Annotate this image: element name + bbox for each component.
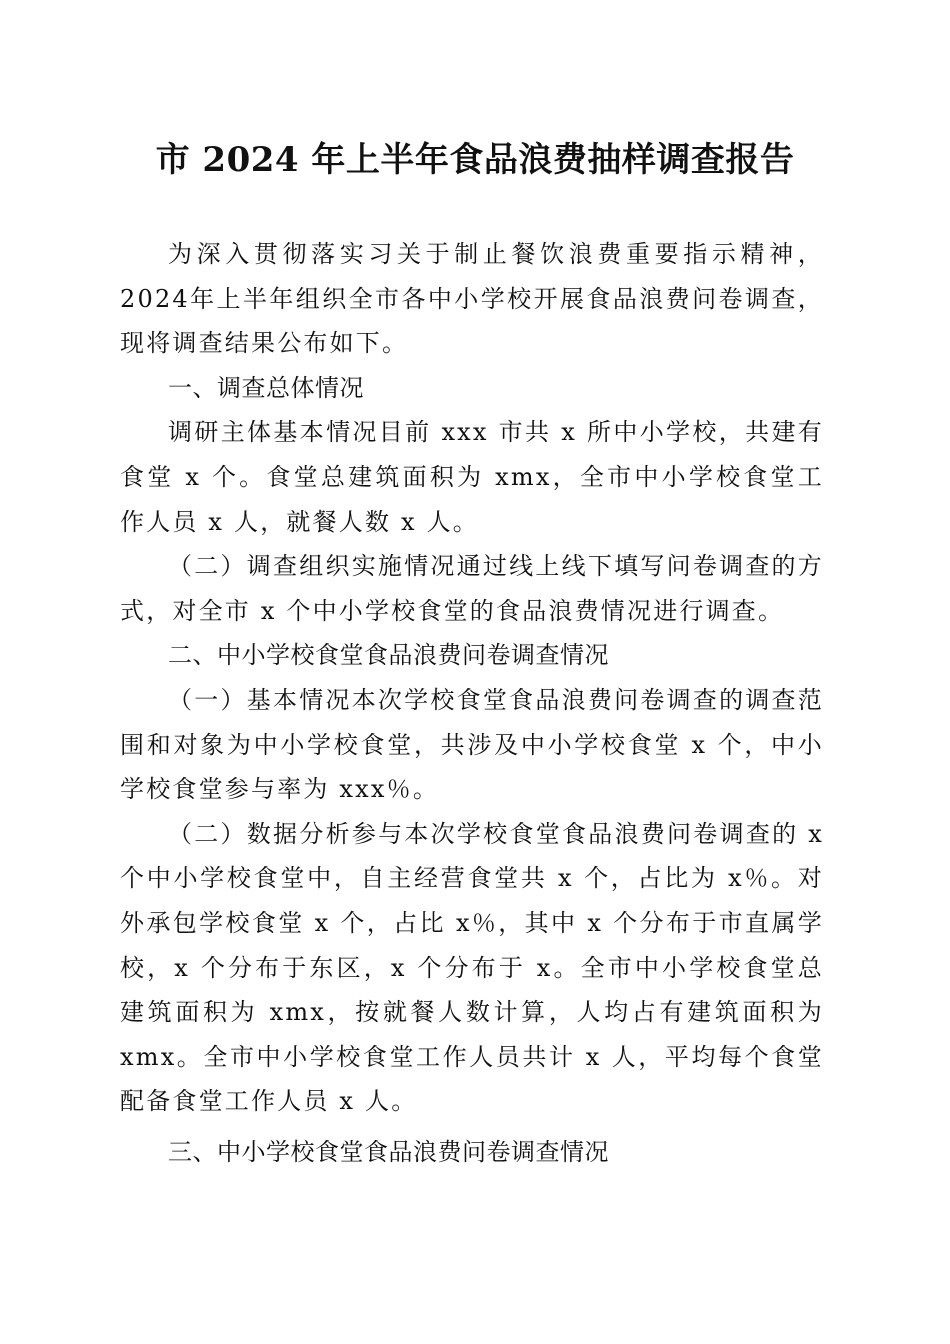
- document-body: [120, 232, 824, 1174]
- body-paragraph-survey-implementation: （二）调查组织实施情况通过线上线下填写问卷调查的方式，对全市 x 个中小学校食堂的食品浪费情况进行调查。: [120, 552, 824, 625]
- body-paragraph-basic-info: 调研主体基本情况目前 xxx 市共 x 所中小学校，共建有食堂 x 个。食堂总建筑面积为 xmx，全市中小学校食堂工作人员 x 人，就餐人数 x 人。: [120, 418, 824, 536]
- section-heading-canteen-survey-3: 三、中小学校食堂食品浪费问卷调查情况: [168, 1137, 609, 1166]
- body-paragraph-data-analysis: （二）数据分析参与本次学校食堂食品浪费问卷调查的 x 个中小学校食堂中，自主经营食堂共 x 个，占比为 x％。对外承包学校食堂 x 个，占比 x％，其中 x 个分布于市直属学校，x 个分布于东区，x 个分布于 x。全市中小学校食堂总建筑面积为 xmx，按就餐人数计算，人均占有建筑面积为 xmx。全市中小学校食堂工作人员共计 x 人，平均每个食堂配备食堂工作人员 x 人。: [120, 819, 824, 1116]
- section-heading-survey-overview: 一、调查总体情况: [168, 373, 364, 402]
- body-paragraph-survey-scope: （一）基本情况本次学校食堂食品浪费问卷调查的调查范围和对象为中小学校食堂，共涉及中小学校食堂 x 个，中小学校食堂参与率为 xxx％。: [120, 685, 824, 804]
- section-heading-canteen-survey: 二、中小学校食堂食品浪费问卷调查情况: [168, 641, 609, 670]
- intro-paragraph: 为深入贯彻落实习关于制止餐饮浪费重要指示精神，2024年上半年组织全市各中小学校开展食品浪费问卷调查，现将调查结果公布如下。: [120, 240, 824, 358]
- document-title: 市 2024 年上半年食品浪费抽样调查报告: [155, 140, 795, 180]
